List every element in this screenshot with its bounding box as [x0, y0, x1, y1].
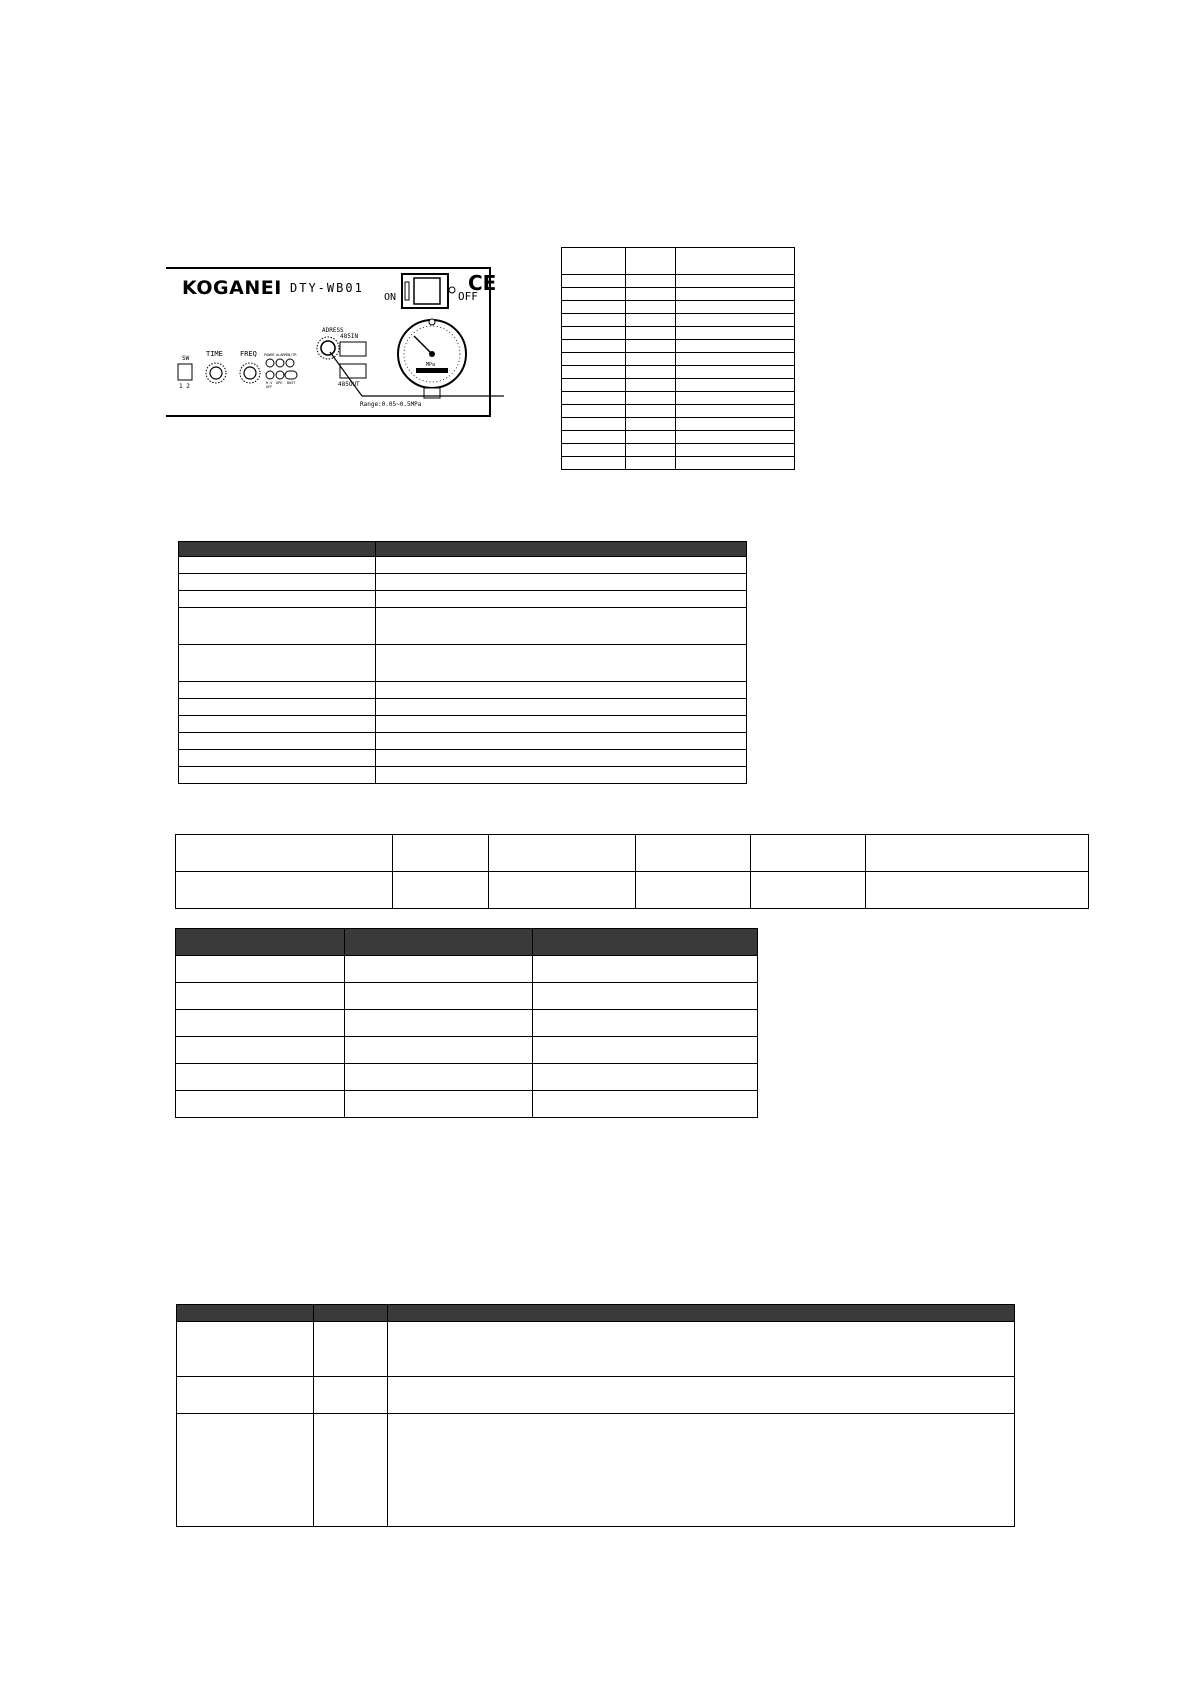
table-cell	[562, 392, 626, 405]
ce-mark: CE	[468, 271, 496, 295]
table-cell	[636, 835, 751, 872]
table-cell	[626, 248, 676, 275]
svg-text:IN/TR: IN/TR	[286, 353, 297, 357]
table-row	[562, 444, 795, 457]
table-cell	[314, 1414, 388, 1527]
table-row	[179, 557, 747, 574]
table-cell	[179, 591, 376, 608]
table-cell	[533, 929, 758, 956]
table-cell	[345, 956, 533, 983]
power-led	[266, 359, 274, 367]
table-row	[177, 1322, 1015, 1377]
address-label: ADRESS	[322, 327, 344, 334]
table-cell	[376, 557, 747, 574]
table-cell	[177, 1414, 314, 1527]
table-cell	[176, 872, 393, 909]
table-cell	[176, 983, 345, 1010]
table-cell	[533, 1064, 758, 1091]
table-row	[179, 750, 747, 767]
table-cell	[562, 444, 626, 457]
table-row	[562, 353, 795, 366]
table-row	[179, 645, 747, 682]
model-label: DTY-WB01	[290, 281, 364, 295]
table-row	[177, 1414, 1015, 1527]
table-cell	[179, 557, 376, 574]
table-cell	[345, 1037, 533, 1064]
table-cell	[177, 1377, 314, 1414]
table-row	[176, 1037, 758, 1064]
table-row	[562, 405, 795, 418]
table-cell	[179, 716, 376, 733]
svg-text:OPE: OPE	[276, 381, 283, 385]
table-row	[562, 379, 795, 392]
table-cell	[626, 314, 676, 327]
table-cell	[314, 1305, 388, 1322]
table-cell	[376, 716, 747, 733]
table-cell	[626, 431, 676, 444]
table-row	[176, 872, 1089, 909]
table-row	[562, 366, 795, 379]
table-cell	[562, 405, 626, 418]
table-row	[176, 983, 758, 1010]
table-cell	[489, 835, 636, 872]
table-cell	[866, 872, 1089, 909]
table-cell	[533, 1037, 758, 1064]
table-cell	[376, 608, 747, 645]
table-row	[179, 574, 747, 591]
table-cell	[676, 418, 795, 431]
table-cell	[676, 379, 795, 392]
table-row	[562, 392, 795, 405]
table-cell	[376, 645, 747, 682]
table-cell	[176, 835, 393, 872]
table-cell	[176, 1037, 345, 1064]
freq-label: FREQ	[240, 350, 257, 358]
table-cell	[376, 767, 747, 784]
table-row	[562, 457, 795, 470]
table-row	[179, 733, 747, 750]
table-cell	[562, 248, 626, 275]
svg-text:1 2: 1 2	[179, 383, 190, 390]
svg-text:MPa: MPa	[426, 362, 436, 368]
port-in-label: 485IN	[340, 333, 359, 340]
table-cell	[345, 1091, 533, 1118]
table-cell	[636, 872, 751, 909]
table-cell	[176, 1064, 345, 1091]
table-cell	[562, 301, 626, 314]
table-cell	[388, 1414, 1015, 1527]
svg-text:POWER: POWER	[264, 353, 275, 357]
svg-text:H.V: H.V	[266, 381, 273, 385]
sw-dip-switch	[178, 364, 192, 380]
table-row	[176, 1064, 758, 1091]
table-cell	[676, 288, 795, 301]
table-cell	[376, 733, 747, 750]
table-cell	[562, 379, 626, 392]
table-cell	[562, 340, 626, 353]
port-out-label: 485OUT	[338, 381, 360, 388]
table-cell	[562, 288, 626, 301]
table-cell	[176, 929, 345, 956]
table-cell	[676, 301, 795, 314]
table-row	[562, 327, 795, 340]
table-row	[562, 431, 795, 444]
table-cell	[376, 574, 747, 591]
table-cell	[562, 327, 626, 340]
table-cell	[376, 542, 747, 557]
alarm-led	[276, 359, 284, 367]
table-cell	[562, 314, 626, 327]
table-cell	[176, 956, 345, 983]
table-header-row	[176, 929, 758, 956]
table-cell	[388, 1305, 1015, 1322]
table-cell	[314, 1377, 388, 1414]
command-table	[176, 1304, 1015, 1527]
table-cell	[176, 1091, 345, 1118]
brand-logo: KOGANEI	[182, 277, 282, 299]
settings-table	[178, 541, 747, 784]
table-cell	[179, 733, 376, 750]
time-label: TIME	[206, 350, 223, 358]
table-cell	[676, 431, 795, 444]
table-cell	[676, 366, 795, 379]
table-cell	[533, 983, 758, 1010]
table-cell	[866, 835, 1089, 872]
table-cell	[314, 1322, 388, 1377]
table-row	[562, 418, 795, 431]
table-cell	[676, 392, 795, 405]
table-row	[176, 835, 1089, 872]
table-row	[179, 716, 747, 733]
table-cell	[676, 353, 795, 366]
sw-label: SW	[182, 355, 190, 362]
table-row	[179, 767, 747, 784]
table-cell	[177, 1322, 314, 1377]
table-cell	[626, 366, 676, 379]
table-cell	[179, 574, 376, 591]
table-cell	[626, 353, 676, 366]
table-cell	[562, 366, 626, 379]
time-dial	[210, 367, 222, 379]
device-front-panel	[164, 260, 496, 420]
table-cell	[345, 929, 533, 956]
table-header-row	[179, 542, 747, 557]
table-cell	[562, 457, 626, 470]
table-cell	[393, 835, 489, 872]
table-cell	[676, 314, 795, 327]
table-row	[179, 699, 747, 716]
code-table	[175, 928, 758, 1118]
freq-dial	[244, 367, 256, 379]
table-cell	[562, 418, 626, 431]
table-cell	[345, 1010, 533, 1037]
table-row	[562, 288, 795, 301]
table-cell	[676, 327, 795, 340]
communication-table	[175, 834, 1089, 909]
table-cell	[176, 1010, 345, 1037]
table-cell	[393, 872, 489, 909]
table-cell	[177, 1305, 314, 1322]
table-row	[179, 682, 747, 699]
table-cell	[376, 591, 747, 608]
leader-line	[496, 392, 506, 402]
table-cell	[533, 956, 758, 983]
table-cell	[179, 699, 376, 716]
table-cell	[345, 1064, 533, 1091]
table-cell	[626, 327, 676, 340]
range-text: Range:0.05~0.5MPa	[360, 401, 422, 408]
table-row	[176, 1091, 758, 1118]
table-cell	[676, 457, 795, 470]
table-cell	[562, 275, 626, 288]
table-cell	[626, 301, 676, 314]
table-cell	[626, 288, 676, 301]
switch-on-label: ON	[384, 292, 397, 303]
table-cell	[676, 275, 795, 288]
table-header-row	[177, 1305, 1015, 1322]
switch-off-label: OFF	[458, 290, 478, 303]
table-cell	[388, 1377, 1015, 1414]
table-row	[562, 248, 795, 275]
table-cell	[626, 392, 676, 405]
table-cell	[489, 872, 636, 909]
table-cell	[179, 682, 376, 699]
table-cell	[626, 340, 676, 353]
table-cell	[562, 353, 626, 366]
ope-led	[276, 371, 284, 379]
table-cell	[626, 457, 676, 470]
table-cell	[676, 248, 795, 275]
table-row	[562, 301, 795, 314]
table-cell	[626, 444, 676, 457]
table-row	[562, 340, 795, 353]
table-cell	[179, 608, 376, 645]
table-row	[179, 591, 747, 608]
table-cell	[751, 872, 866, 909]
dust-led	[285, 371, 297, 379]
table-cell	[676, 405, 795, 418]
table-cell	[751, 835, 866, 872]
table-row	[176, 1010, 758, 1037]
table-cell	[676, 340, 795, 353]
in-tr-led	[286, 359, 294, 367]
table-cell	[562, 431, 626, 444]
table-cell	[376, 750, 747, 767]
table-row	[562, 314, 795, 327]
table-cell	[676, 444, 795, 457]
table-cell	[179, 750, 376, 767]
address-dial	[321, 341, 335, 355]
table-cell	[179, 542, 376, 557]
svg-text:OFF: OFF	[266, 385, 273, 389]
svg-text:DUST: DUST	[287, 381, 296, 385]
table-cell	[345, 983, 533, 1010]
table-cell	[376, 682, 747, 699]
port-485-in	[340, 342, 366, 356]
table-cell	[626, 405, 676, 418]
table-cell	[533, 1091, 758, 1118]
table-cell	[179, 767, 376, 784]
table-cell	[626, 275, 676, 288]
panel-drawing	[164, 260, 496, 420]
table-cell	[179, 645, 376, 682]
table-cell	[376, 699, 747, 716]
table-row	[176, 956, 758, 983]
table-row	[179, 608, 747, 645]
address-table	[561, 247, 795, 470]
table-cell	[626, 379, 676, 392]
table-cell	[626, 418, 676, 431]
table-row	[177, 1377, 1015, 1414]
svg-text:ALARM: ALARM	[276, 353, 287, 357]
table-row	[562, 275, 795, 288]
hv-led	[266, 371, 274, 379]
table-cell	[388, 1322, 1015, 1377]
table-cell	[533, 1010, 758, 1037]
